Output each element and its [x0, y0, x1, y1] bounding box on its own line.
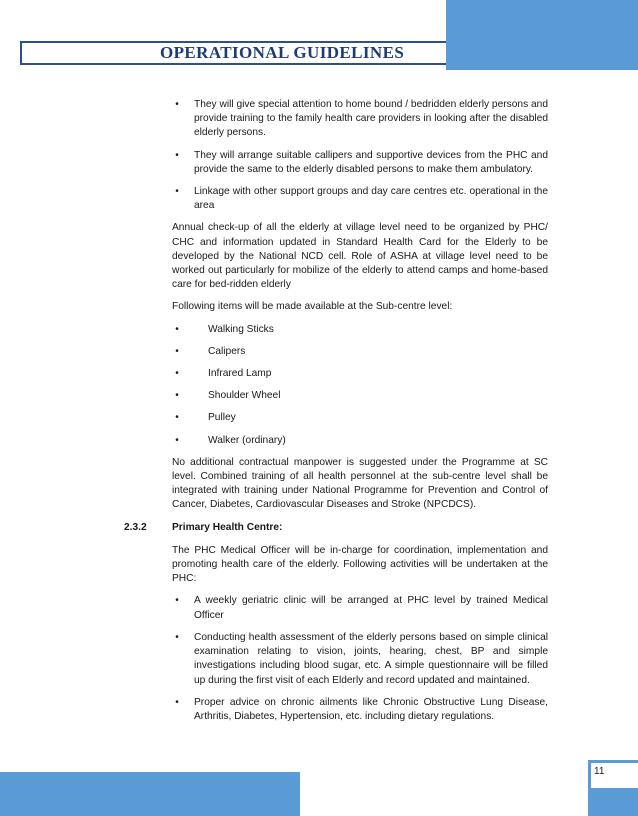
list-item: [172, 149, 548, 177]
list-item: [172, 389, 548, 403]
bullet-icon: •: [175, 345, 179, 357]
list-item-text: Calipers: [208, 345, 246, 357]
list-item: [172, 185, 548, 213]
page-header-title: OPERATIONAL GUIDELINES: [160, 43, 405, 62]
list-item-text: A weekly geriatric clinic will be arranged at PHC level by trained Medical Officer: [194, 595, 548, 621]
list-item-text: They will give special attention to home bound / bedridden elderly persons and provide training to the family health care providers in looking after the disabled elderly persons.: [194, 99, 548, 139]
list-item-text: Linkage with other support groups and day care centres etc. operational in the area: [194, 186, 548, 212]
list-item-text: Walking Sticks: [208, 323, 274, 335]
bullet-icon: •: [175, 323, 179, 335]
paragraph-annual-checkup: Annual check-up of all the elderly at village level need to be organized by PHC/ CHC and information updated in Standard Health Card for the Elderly to be developed by the National NCD cell. Role of ASHA at village level need to be worked out particularly for mobilize of the elderly to attend camps and home-based care for bed-ridden elderly: [172, 222, 548, 291]
list-item-text: Pulley: [208, 412, 236, 424]
page-number: 11: [594, 766, 605, 777]
document-body: [124, 98, 548, 732]
list-item-text: Infrared Lamp: [208, 368, 272, 380]
paragraph-manpower: No additional contractual manpower is suggested under the Programme at SC level. Combined training of all health personnel at the sub-centre level shall be integrated with training under National Programme for Prevention and Control of Cancer, Diabetes, Cardiovascular Diseases and Stroke (NPCDCS).: [172, 456, 548, 511]
list-item: [172, 696, 548, 724]
section-title: Primary Health Centre:: [172, 521, 283, 533]
bullet-icon: •: [175, 390, 179, 402]
list-item-text: Proper advice on chronic ailments like Chronic Obstructive Lung Disease, Arthritis, Diabetes, Hypertension, etc. including dietary regulations.: [194, 696, 548, 722]
list-item-text: Shoulder Wheel: [208, 390, 281, 402]
list-item: [172, 434, 548, 448]
bullet-icon: •: [175, 186, 179, 198]
paragraph-items-intro: Following items will be made available at the Sub-centre level:: [172, 301, 453, 313]
section-number: 2.3.2: [124, 521, 147, 533]
bullet-icon: •: [175, 99, 179, 110]
bullet-icon: •: [175, 149, 179, 161]
bottom-decorative-block: [0, 772, 300, 816]
bullet-icon: •: [175, 412, 179, 424]
bullet-icon: •: [175, 434, 179, 446]
list-item: [172, 367, 548, 381]
bullet-icon: •: [175, 696, 179, 708]
top-decorative-block: [446, 0, 638, 70]
section-heading: [124, 521, 548, 535]
paragraph-phc: The PHC Medical Officer will be in-charge for coordination, implementation and promoting health care of the elderly. Following activities will be undertaken at the PHC:: [172, 544, 548, 585]
list-item: [172, 631, 548, 688]
list-item-text: Conducting health assessment of the elderly persons based on simple clinical examination relating to vision, joints, hearing, chest, BP and simple investigations including blood sugar, etc. A simple questionnaire will be filled up during the first visit of each Elderly and record updated and maintained.: [194, 631, 548, 686]
list-item: [172, 98, 548, 141]
list-item-text: Walker (ordinary): [208, 434, 286, 446]
list-item: [172, 411, 548, 425]
list-item: [172, 345, 548, 359]
bullet-icon: •: [175, 631, 179, 643]
list-item: [172, 594, 548, 622]
bullet-icon: •: [175, 595, 179, 607]
bullet-icon: •: [175, 368, 179, 380]
list-item: [172, 323, 548, 337]
list-item-text: They will arrange suitable callipers and supportive devices from the PHC and provide the same to the elderly disabled persons to make them ambulatory.: [194, 149, 548, 175]
